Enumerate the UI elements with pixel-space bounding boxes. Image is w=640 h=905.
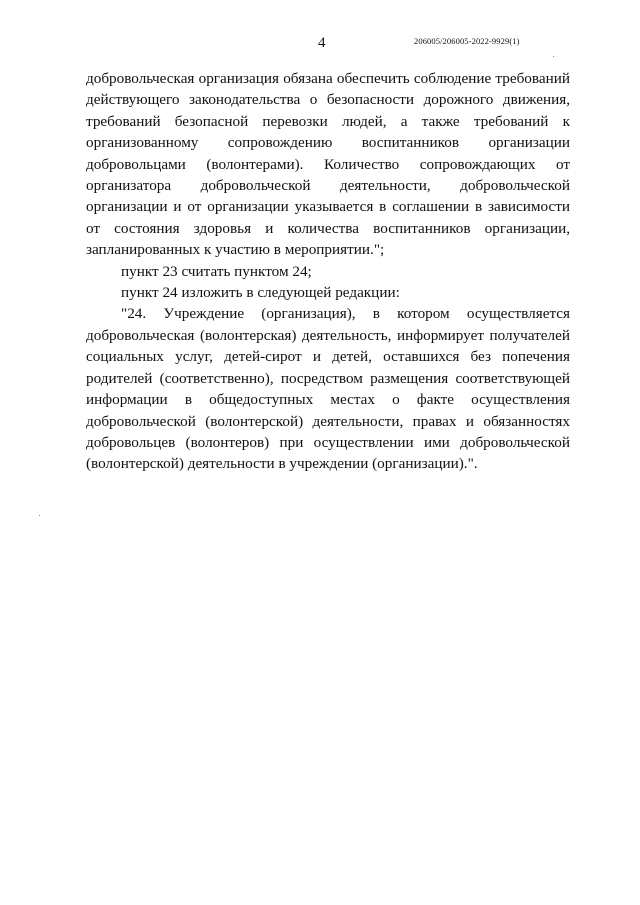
paragraph-amend-item: пункт 24 изложить в следующей редакции: <box>121 284 400 302</box>
paragraph-renumber-item: пункт 23 считать пунктом 24; <box>121 262 312 280</box>
scan-artifact-dot <box>39 515 40 516</box>
page-number: 4 <box>318 35 326 51</box>
document-body <box>86 68 570 475</box>
scan-artifact-dot <box>553 56 554 57</box>
paragraph-continuation: добровольческая организация обязана обеспечить соблюдение требований действующего законодательства о безопасности дорожного движения, требований безопасной перевозки людей, а также требований к организованному сопровождению воспитанников организации добровольцами (волонтерами). Количество сопровождающих от организатора добровольческой деятельности, добровольческой организации и от организации указывается в соглашении в зависимости от состояния здоровья и количества воспитанников организации, запланированных к участию в мероприятии."; <box>86 70 570 259</box>
paragraph-item-24-text: "24. Учреждение (организация), в котором осуществляется добровольческая (волонтерская) деятельность, информирует получателей социальных услуг, детей-сирот и детей, оставшихся без попечения родителей (соответственно), посредством размещения соответствующей информации в общедоступных местах о факте осуществления добровольческой (волонтерской) деятельности, правах и обязанностях добровольцев (волонтеров) при осуществлении ими добровольческой (волонтерской) деятельности в учреждении (организации).". <box>86 305 570 473</box>
document-code: 206005/206005-2022-9929(1) <box>414 36 520 46</box>
